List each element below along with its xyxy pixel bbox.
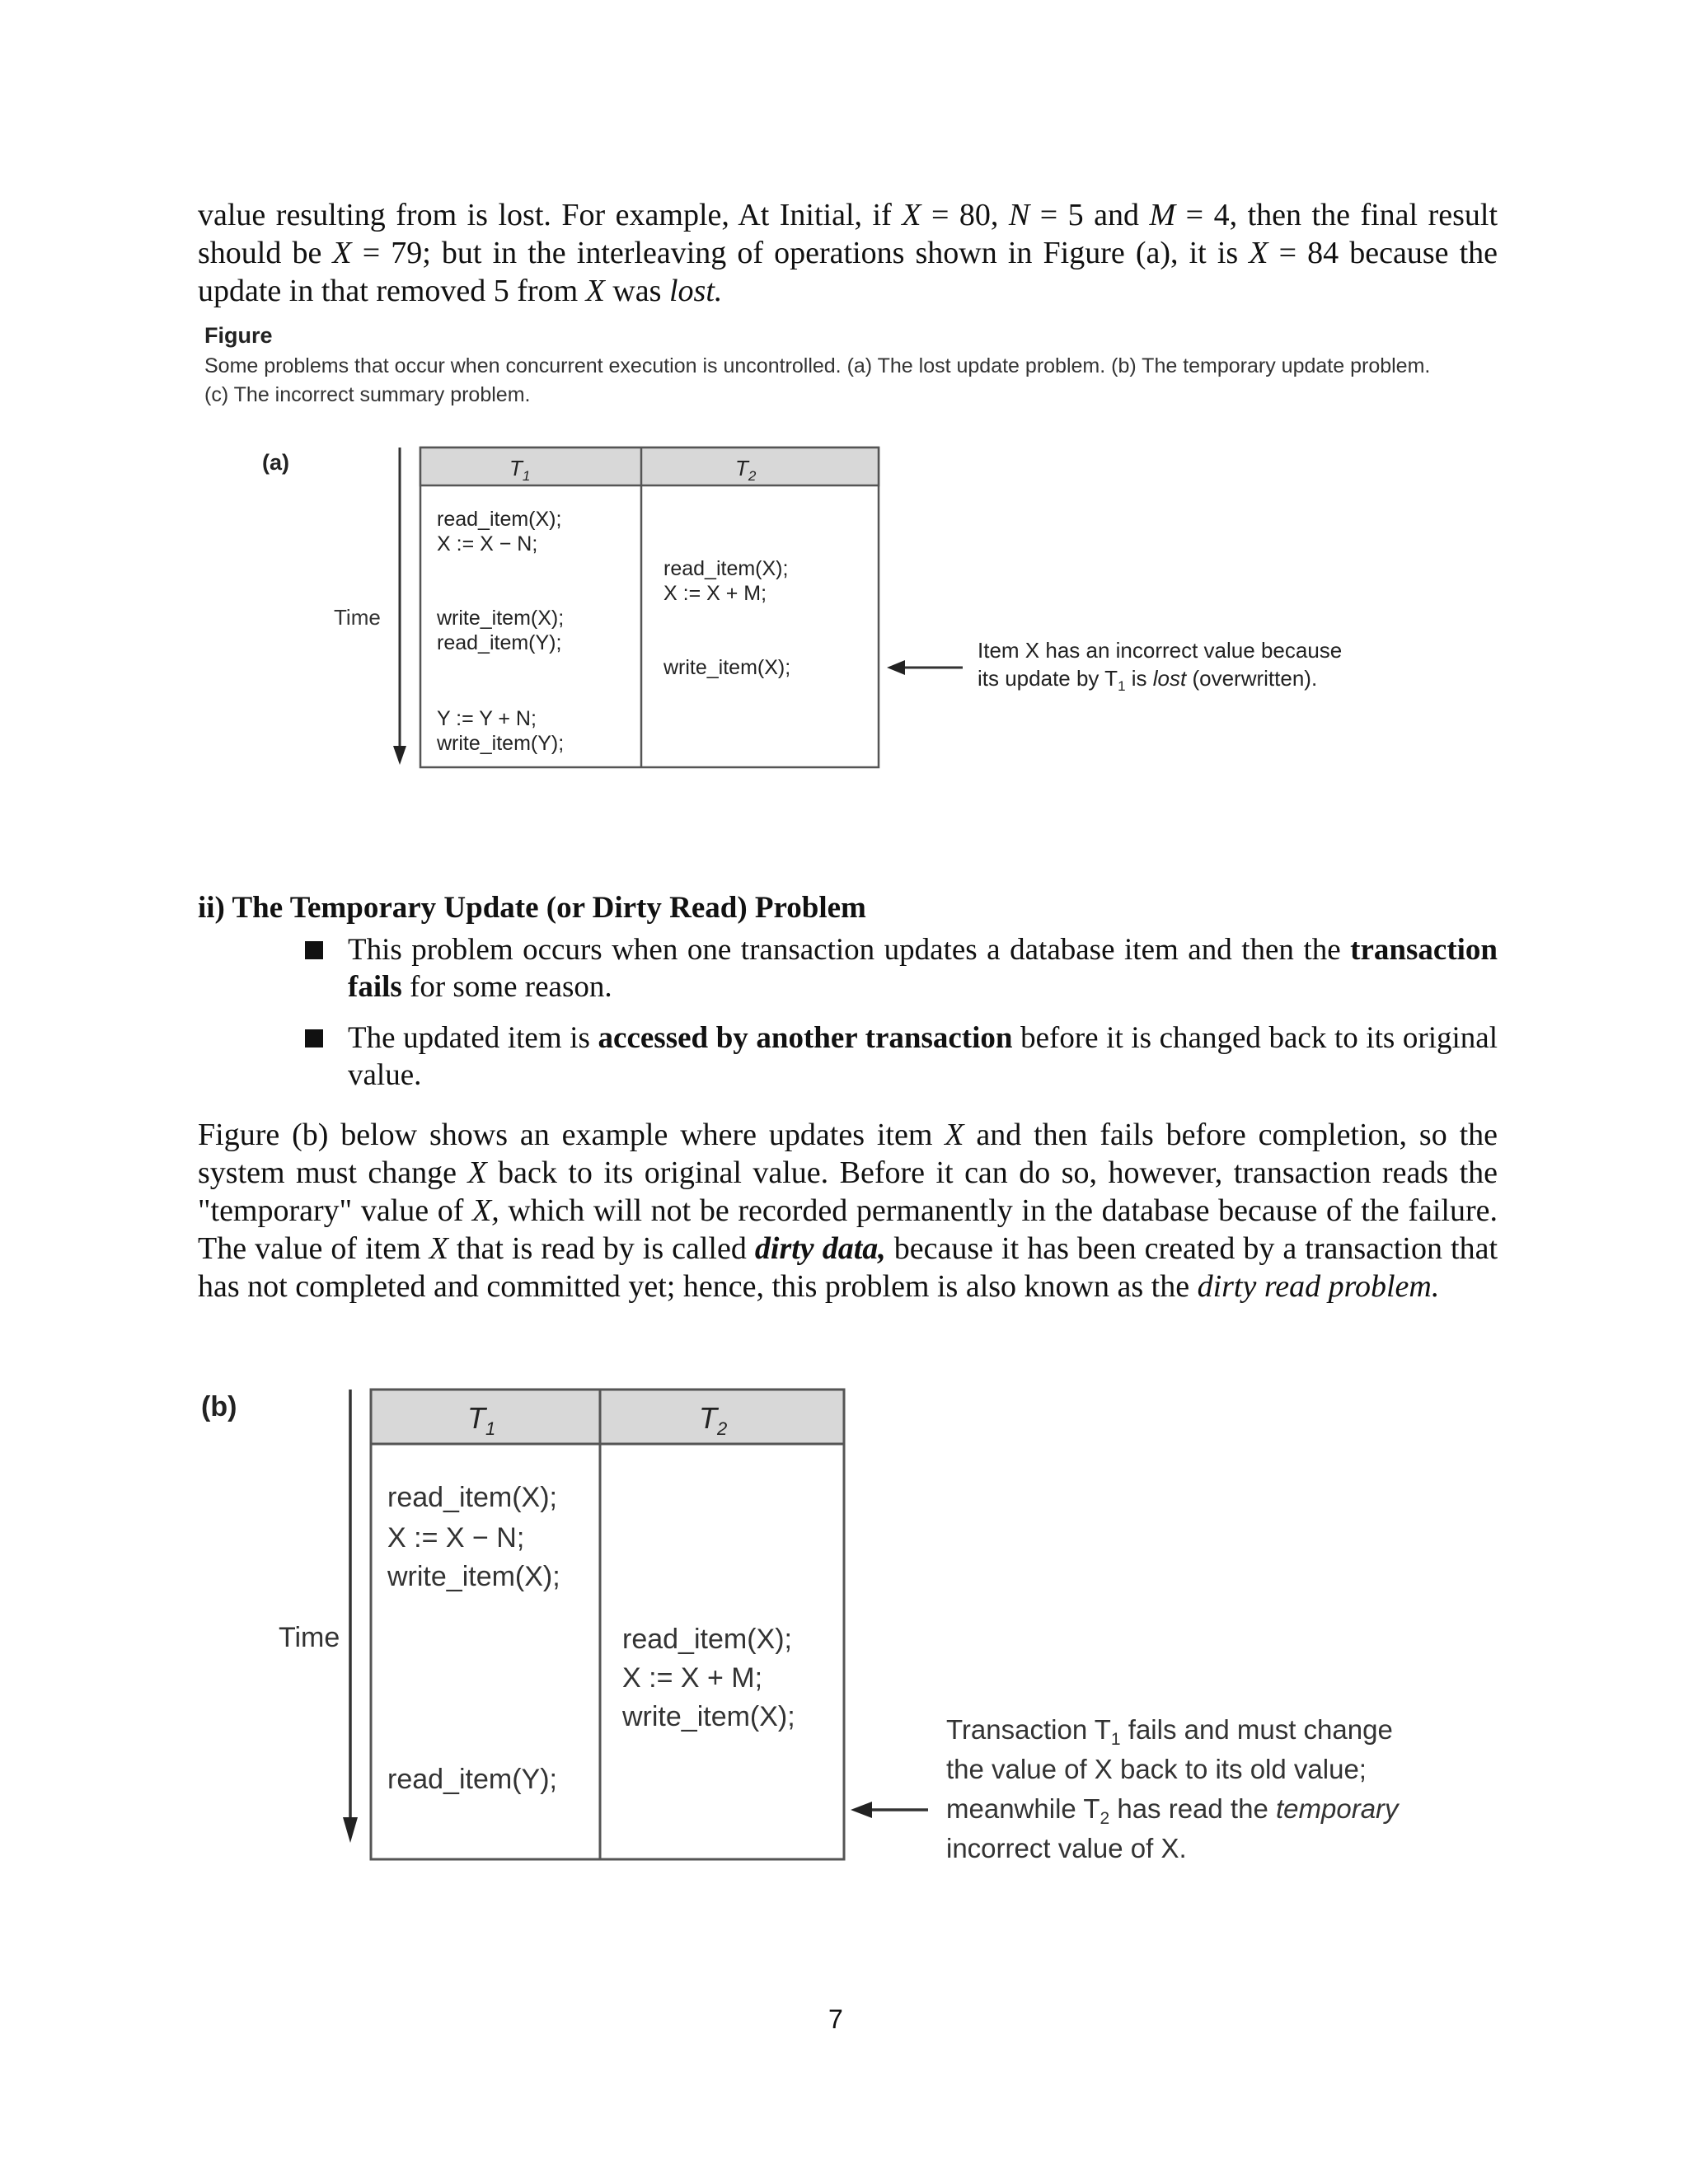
figure-caption-text: Some problems that occur when concurrent execution is uncontrolled. (a) The lost update problem. (b) The temporary update problem. (c) The incorrect summary problem.: [204, 354, 1431, 406]
figure-b-note-line2: the value of X back to its old value;: [946, 1754, 1367, 1784]
figure-b-t2-op: read_item(X);: [622, 1624, 792, 1655]
figure-b-note-line4: incorrect value of X.: [946, 1833, 1187, 1863]
intro-text: = 5 and: [1029, 198, 1150, 232]
var-n: N: [1008, 198, 1030, 232]
bullet-item: This problem occurs when one transaction updates a database item and then the transaction fails for some reason.: [348, 931, 1498, 1005]
dirty-read-term: dirty read problem.: [1197, 1269, 1440, 1304]
bullet-item: The updated item is accessed by another transaction before it is changed back to its original value.: [348, 1019, 1498, 1094]
figure-b-label: (b): [201, 1391, 237, 1422]
figure-b-t1-header: $T_1$: [467, 1401, 496, 1439]
figure-a-t2-header: $T_2$: [735, 456, 757, 484]
figure-a-time-label: Time: [334, 605, 381, 630]
figure-b: [201, 1390, 1400, 1863]
figure-b-t1-op: X := X − N;: [387, 1522, 525, 1554]
figure-a: [262, 448, 1342, 767]
figure-a-t1-op: read_item(X);: [437, 508, 562, 531]
figure-a-t1-op: Y := Y + N;: [437, 707, 537, 730]
dirty-read-paragraph: Figure (b) below shows an example where updates item X and then fails before completion, so the system must change X back to its original value. Before it can do so, however, transaction reads the "temporary" value of X, which will not be recorded permanently in the database because of the failure. The value of item X that is read by is called dirty data, because it has been created by a transaction that has not completed and committed yet; hence, this problem is also known as the dirty read problem.: [198, 1118, 1498, 1304]
figure-a-note-line2: its update by $T_1$ is lost (overwritten).: [978, 666, 1318, 694]
figure-a-label: (a): [262, 450, 289, 475]
var-x: X: [585, 274, 605, 308]
figure-a-note-line1: Item X has an incorrect value because: [978, 638, 1343, 663]
figure-a-t1-op: write_item(X);: [437, 607, 565, 630]
section-heading: ii) The Temporary Update (or Dirty Read) Problem: [198, 891, 866, 925]
figure-b-note-line3: meanwhile $T_2$ has read the temporary: [946, 1793, 1399, 1828]
intro-text: = 4, then the final result should be: [198, 198, 1498, 270]
figure-a-time-arrowhead: [393, 746, 406, 765]
var-x: X: [332, 236, 352, 270]
figure-b-t2-op: X := X + M;: [622, 1662, 763, 1694]
var-x: X: [902, 198, 921, 232]
figure-a-pointer-arrowhead: [887, 660, 905, 675]
figure-b-time-arrowhead: [343, 1817, 358, 1843]
figure-a-t1-header: $T_1$: [509, 456, 531, 484]
figure-b-t1-op: read_item(Y);: [387, 1764, 557, 1795]
page-number: 7: [828, 2004, 843, 2034]
bullet-square-icon: [305, 1029, 323, 1047]
figure-a-t2-op: read_item(X);: [663, 557, 789, 580]
intro-text: = 80,: [921, 198, 1009, 232]
figure-b-t2-header: $T_2$: [699, 1401, 728, 1439]
figure-label: Figure: [204, 323, 273, 348]
intro-text: = 79; but in the interleaving of operations shown in Figure (a), it is: [351, 236, 1250, 270]
figure-b-time-label: Time: [279, 1622, 340, 1653]
figure-a-t1-op: read_item(Y);: [437, 631, 562, 654]
figure-b-header-row: [371, 1390, 844, 1444]
bullet-square-icon: [305, 941, 323, 959]
figure-b-t1-op: read_item(X);: [387, 1482, 557, 1513]
intro-text: was: [604, 274, 669, 308]
var-x: X: [1249, 236, 1268, 270]
var-m: M: [1149, 198, 1176, 232]
figure-b-pointer-arrowhead: [851, 1802, 872, 1818]
figure-a-t1-op: X := X − N;: [437, 532, 538, 555]
figure-a-t2-op: write_item(X);: [663, 656, 791, 679]
figure-b-t2-op: write_item(X);: [622, 1701, 795, 1732]
figure-a-header-row: [420, 448, 879, 485]
dirty-data-term: dirty data,: [754, 1231, 886, 1266]
figure-a-t1-op: write_item(Y);: [437, 732, 565, 755]
intro-text: value resulting from is lost. For example, At Initial, if: [198, 198, 903, 232]
figure-b-note-line1: Transaction $T_1$ fails and must change: [946, 1714, 1393, 1749]
intro-text: = 84 because the update in that removed 5 from: [198, 236, 1498, 308]
figure-b-t1-op: write_item(X);: [387, 1561, 560, 1592]
lost-word: lost.: [668, 274, 723, 308]
figure-a-t2-op: X := X + M;: [663, 582, 767, 605]
